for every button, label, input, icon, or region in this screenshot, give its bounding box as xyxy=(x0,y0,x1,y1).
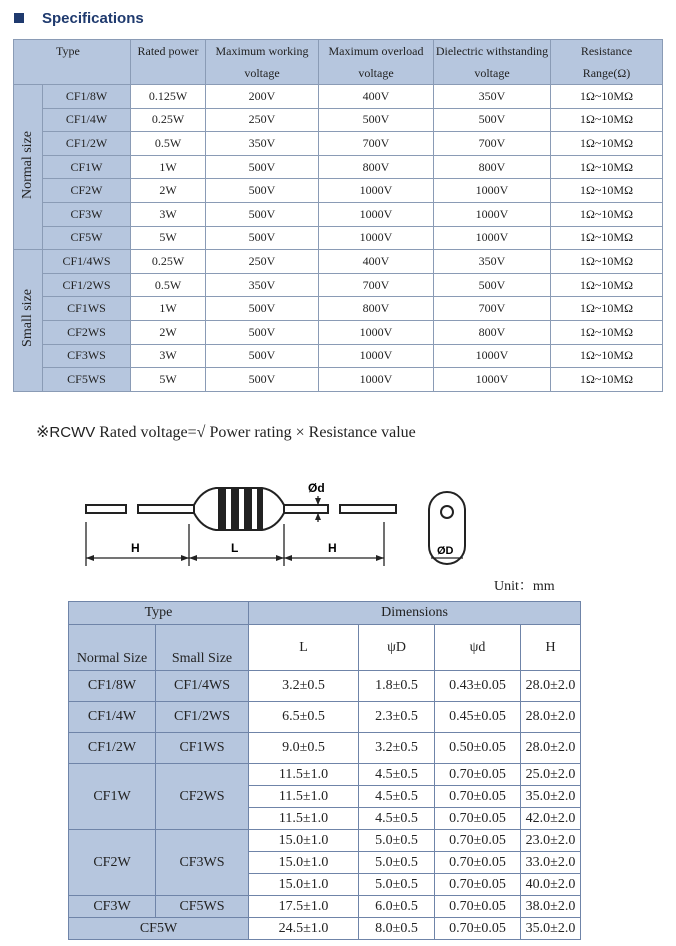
spec-row xyxy=(14,202,663,226)
dims-value-cell: 4.5±0.5 xyxy=(359,808,435,830)
spec-value-cell: 1Ω~10MΩ xyxy=(551,202,663,226)
dims-row xyxy=(69,896,581,918)
spec-value-cell: 1Ω~10MΩ xyxy=(551,85,663,109)
dims-header-normal: Normal Size xyxy=(69,625,156,671)
dims-row xyxy=(69,830,581,852)
header-rated-power: Rated power xyxy=(131,40,206,85)
section-title: Specifications xyxy=(42,9,144,27)
spec-group-label: Small size xyxy=(14,250,43,392)
spec-value-cell: 1000V xyxy=(319,226,434,250)
spec-value-cell: 2W xyxy=(131,320,206,344)
dims-value-cell: 8.0±0.5 xyxy=(359,918,435,940)
dims-value-cell: 0.70±0.05 xyxy=(435,786,521,808)
spec-value-cell: 1Ω~10MΩ xyxy=(551,320,663,344)
header-type: Type xyxy=(14,40,131,85)
spec-row xyxy=(14,108,663,132)
dims-value-cell: 15.0±1.0 xyxy=(249,830,359,852)
spec-value-cell: 5W xyxy=(131,226,206,250)
spec-value-cell: 1Ω~10MΩ xyxy=(551,368,663,392)
dims-value-cell: 0.70±0.05 xyxy=(435,896,521,918)
dims-row xyxy=(69,764,581,786)
spec-value-cell: 350V xyxy=(206,132,319,156)
dims-row xyxy=(69,702,581,733)
dims-value-cell: 5.0±0.5 xyxy=(359,852,435,874)
spec-value-cell: 250V xyxy=(206,108,319,132)
spec-model-cell: CF2W xyxy=(43,179,131,203)
dims-row xyxy=(69,918,581,940)
dims-header-small: Small Size xyxy=(156,625,249,671)
dims-header-type: Type xyxy=(69,602,249,625)
spec-value-cell: 2W xyxy=(131,179,206,203)
spec-value-cell: 1Ω~10MΩ xyxy=(551,132,663,156)
dims-value-cell: 6.0±0.5 xyxy=(359,896,435,918)
spec-model-cell: CF3WS xyxy=(43,344,131,368)
spec-value-cell: 500V xyxy=(206,297,319,321)
dims-header-psi-d-upper: ψD xyxy=(359,625,435,671)
dims-value-cell: 0.70±0.05 xyxy=(435,808,521,830)
dims-value-cell: 15.0±1.0 xyxy=(249,874,359,896)
spec-model-cell: CF1/8W xyxy=(43,85,131,109)
spec-value-cell: 500V xyxy=(434,108,551,132)
dims-normal-model: CF1/8W xyxy=(69,671,156,702)
spec-model-cell: CF3W xyxy=(43,202,131,226)
color-bands xyxy=(218,489,263,529)
dims-small-model: CF1WS xyxy=(156,733,249,764)
dims-value-cell: 0.43±0.05 xyxy=(435,671,521,702)
spec-value-cell: 350V xyxy=(434,250,551,274)
spec-value-cell: 350V xyxy=(434,85,551,109)
dims-value-cell: 11.5±1.0 xyxy=(249,786,359,808)
dims-value-cell: 5.0±0.5 xyxy=(359,874,435,896)
spec-value-cell: 400V xyxy=(319,250,434,274)
spec-value-cell: 1000V xyxy=(434,344,551,368)
spec-value-cell: 1Ω~10MΩ xyxy=(551,155,663,179)
dims-value-cell: 2.3±0.5 xyxy=(359,702,435,733)
spec-value-cell: 700V xyxy=(434,297,551,321)
spec-value-cell: 200V xyxy=(206,85,319,109)
spec-value-cell: 3W xyxy=(131,202,206,226)
spec-value-cell: 1W xyxy=(131,297,206,321)
dims-small-model: CF2WS xyxy=(156,764,249,830)
dims-row xyxy=(69,671,581,702)
dims-header-row-2 xyxy=(69,625,581,671)
label-h-right: H xyxy=(328,541,337,555)
spec-row xyxy=(14,273,663,297)
spec-model-cell: CF1W xyxy=(43,155,131,179)
spec-value-cell: 800V xyxy=(319,297,434,321)
dims-value-cell: 17.5±1.0 xyxy=(249,896,359,918)
spec-value-cell: 1000V xyxy=(319,202,434,226)
dims-value-cell: 0.50±0.05 xyxy=(435,733,521,764)
spec-value-cell: 3W xyxy=(131,344,206,368)
dims-value-cell: 6.5±0.5 xyxy=(249,702,359,733)
dims-model-cell: CF5W xyxy=(69,918,249,940)
spec-value-cell: 1000V xyxy=(319,344,434,368)
dims-value-cell: 28.0±2.0 xyxy=(521,702,581,733)
dims-value-cell: 9.0±0.5 xyxy=(249,733,359,764)
dims-value-cell: 25.0±2.0 xyxy=(521,764,581,786)
spec-model-cell: CF5W xyxy=(43,226,131,250)
spec-model-cell: CF1/2W xyxy=(43,132,131,156)
spec-row xyxy=(14,344,663,368)
dims-small-model: CF5WS xyxy=(156,896,249,918)
dims-normal-model: CF1/4W xyxy=(69,702,156,733)
dims-value-cell: 0.70±0.05 xyxy=(435,918,521,940)
dims-value-cell: 24.5±1.0 xyxy=(249,918,359,940)
spec-value-cell: 1000V xyxy=(434,368,551,392)
dims-row xyxy=(69,733,581,764)
spec-value-cell: 1000V xyxy=(319,320,434,344)
dims-value-cell: 3.2±0.5 xyxy=(249,671,359,702)
spec-value-cell: 1Ω~10MΩ xyxy=(551,250,663,274)
dims-value-cell: 0.70±0.05 xyxy=(435,764,521,786)
spec-value-cell: 500V xyxy=(434,273,551,297)
spec-value-cell: 700V xyxy=(319,132,434,156)
spec-value-cell: 700V xyxy=(434,132,551,156)
lead-left-near xyxy=(138,505,194,513)
spec-header-row xyxy=(14,40,663,85)
dims-value-cell: 3.2±0.5 xyxy=(359,733,435,764)
dims-small-model: CF1/2WS xyxy=(156,702,249,733)
dims-value-cell: 1.8±0.5 xyxy=(359,671,435,702)
specifications-table xyxy=(13,39,663,392)
dims-value-cell: 33.0±2.0 xyxy=(521,852,581,874)
header-max-working: Maximum working voltage xyxy=(206,40,319,85)
dims-header-row-1 xyxy=(69,602,581,625)
spec-value-cell: 500V xyxy=(206,179,319,203)
spec-model-cell: CF1/2WS xyxy=(43,273,131,297)
dimensions-table xyxy=(68,601,581,940)
dims-value-cell: 0.70±0.05 xyxy=(435,852,521,874)
spec-row xyxy=(14,250,663,274)
dims-value-cell: 38.0±2.0 xyxy=(521,896,581,918)
dims-value-cell: 15.0±1.0 xyxy=(249,852,359,874)
dims-normal-model: CF3W xyxy=(69,896,156,918)
header-resistance: Resistance Range(Ω) xyxy=(551,40,663,85)
dims-value-cell: 28.0±2.0 xyxy=(521,733,581,764)
spec-value-cell: 350V xyxy=(206,273,319,297)
label-l: L xyxy=(231,541,239,555)
dims-value-cell: 11.5±1.0 xyxy=(249,764,359,786)
spec-value-cell: 800V xyxy=(434,155,551,179)
spec-value-cell: 1Ω~10MΩ xyxy=(551,344,663,368)
spec-row xyxy=(14,155,663,179)
spec-value-cell: 500V xyxy=(319,108,434,132)
dims-value-cell: 0.70±0.05 xyxy=(435,874,521,896)
spec-value-cell: 800V xyxy=(434,320,551,344)
spec-row xyxy=(14,226,663,250)
dims-header-l: L xyxy=(249,625,359,671)
spec-model-cell: CF5WS xyxy=(43,368,131,392)
header-max-overload: Maximum overload voltage xyxy=(319,40,434,85)
spec-value-cell: 700V xyxy=(319,273,434,297)
label-h-left: H xyxy=(131,541,140,555)
spec-value-cell: 500V xyxy=(206,202,319,226)
dims-value-cell: 0.70±0.05 xyxy=(435,830,521,852)
spec-value-cell: 1Ω~10MΩ xyxy=(551,179,663,203)
dims-value-cell: 4.5±0.5 xyxy=(359,786,435,808)
dims-small-model: CF1/4WS xyxy=(156,671,249,702)
spec-value-cell: 0.5W xyxy=(131,132,206,156)
spec-row xyxy=(14,85,663,109)
bullet-square-icon xyxy=(14,13,24,23)
dims-normal-model: CF1/2W xyxy=(69,733,156,764)
dims-small-model: CF3WS xyxy=(156,830,249,896)
dims-normal-model: CF1W xyxy=(69,764,156,830)
spec-row xyxy=(14,368,663,392)
dims-normal-model: CF2W xyxy=(69,830,156,896)
spec-model-cell: CF1WS xyxy=(43,297,131,321)
spec-row xyxy=(14,132,663,156)
dims-value-cell: 4.5±0.5 xyxy=(359,764,435,786)
spec-value-cell: 800V xyxy=(319,155,434,179)
spec-row xyxy=(14,297,663,321)
spec-value-cell: 1000V xyxy=(319,368,434,392)
spec-value-cell: 1000V xyxy=(434,202,551,226)
spec-value-cell: 0.5W xyxy=(131,273,206,297)
spec-value-cell: 0.25W xyxy=(131,250,206,274)
dims-value-cell: 28.0±2.0 xyxy=(521,671,581,702)
spec-value-cell: 1Ω~10MΩ xyxy=(551,273,663,297)
section-header xyxy=(14,6,144,30)
spec-value-cell: 1000V xyxy=(434,179,551,203)
resistor-dimension-diagram xyxy=(76,474,476,584)
spec-row xyxy=(14,320,663,344)
dims-value-cell: 0.45±0.05 xyxy=(435,702,521,733)
rcwv-formula: ※RCWV Rated voltage=√ Power rating × Resistance value xyxy=(36,424,416,441)
label-body-dia: ØD xyxy=(437,545,454,557)
lead-right-near xyxy=(284,505,328,513)
dims-header-dimensions: Dimensions xyxy=(249,602,581,625)
unit-label: Unit：mm xyxy=(494,579,555,594)
dims-value-cell: 42.0±2.0 xyxy=(521,808,581,830)
spec-group-label: Normal size xyxy=(14,85,43,250)
lead-right-far xyxy=(340,505,396,513)
dims-value-cell: 23.0±2.0 xyxy=(521,830,581,852)
spec-value-cell: 5W xyxy=(131,368,206,392)
dims-value-cell: 35.0±2.0 xyxy=(521,918,581,940)
header-dielectric: Dielectric withstanding voltage xyxy=(434,40,551,85)
spec-model-cell: CF1/4W xyxy=(43,108,131,132)
dims-value-cell: 5.0±0.5 xyxy=(359,830,435,852)
spec-value-cell: 1W xyxy=(131,155,206,179)
dims-value-cell: 40.0±2.0 xyxy=(521,874,581,896)
spec-value-cell: 500V xyxy=(206,226,319,250)
spec-value-cell: 1000V xyxy=(434,226,551,250)
spec-value-cell: 500V xyxy=(206,344,319,368)
dims-header-psi-d-lower: ψd xyxy=(435,625,521,671)
spec-value-cell: 400V xyxy=(319,85,434,109)
spec-value-cell: 500V xyxy=(206,155,319,179)
spec-value-cell: 0.125W xyxy=(131,85,206,109)
lead-left-far xyxy=(86,505,126,513)
label-lead-dia: Ød xyxy=(308,481,325,495)
spec-value-cell: 0.25W xyxy=(131,108,206,132)
spec-value-cell: 1Ω~10MΩ xyxy=(551,226,663,250)
spec-value-cell: 1Ω~10MΩ xyxy=(551,297,663,321)
dims-header-h: H xyxy=(521,625,581,671)
spec-value-cell: 1000V xyxy=(319,179,434,203)
spec-value-cell: 1Ω~10MΩ xyxy=(551,108,663,132)
spec-row xyxy=(14,179,663,203)
spec-model-cell: CF2WS xyxy=(43,320,131,344)
spec-model-cell: CF1/4WS xyxy=(43,250,131,274)
spec-value-cell: 500V xyxy=(206,368,319,392)
spec-value-cell: 500V xyxy=(206,320,319,344)
dims-value-cell: 11.5±1.0 xyxy=(249,808,359,830)
spec-value-cell: 250V xyxy=(206,250,319,274)
dims-value-cell: 35.0±2.0 xyxy=(521,786,581,808)
